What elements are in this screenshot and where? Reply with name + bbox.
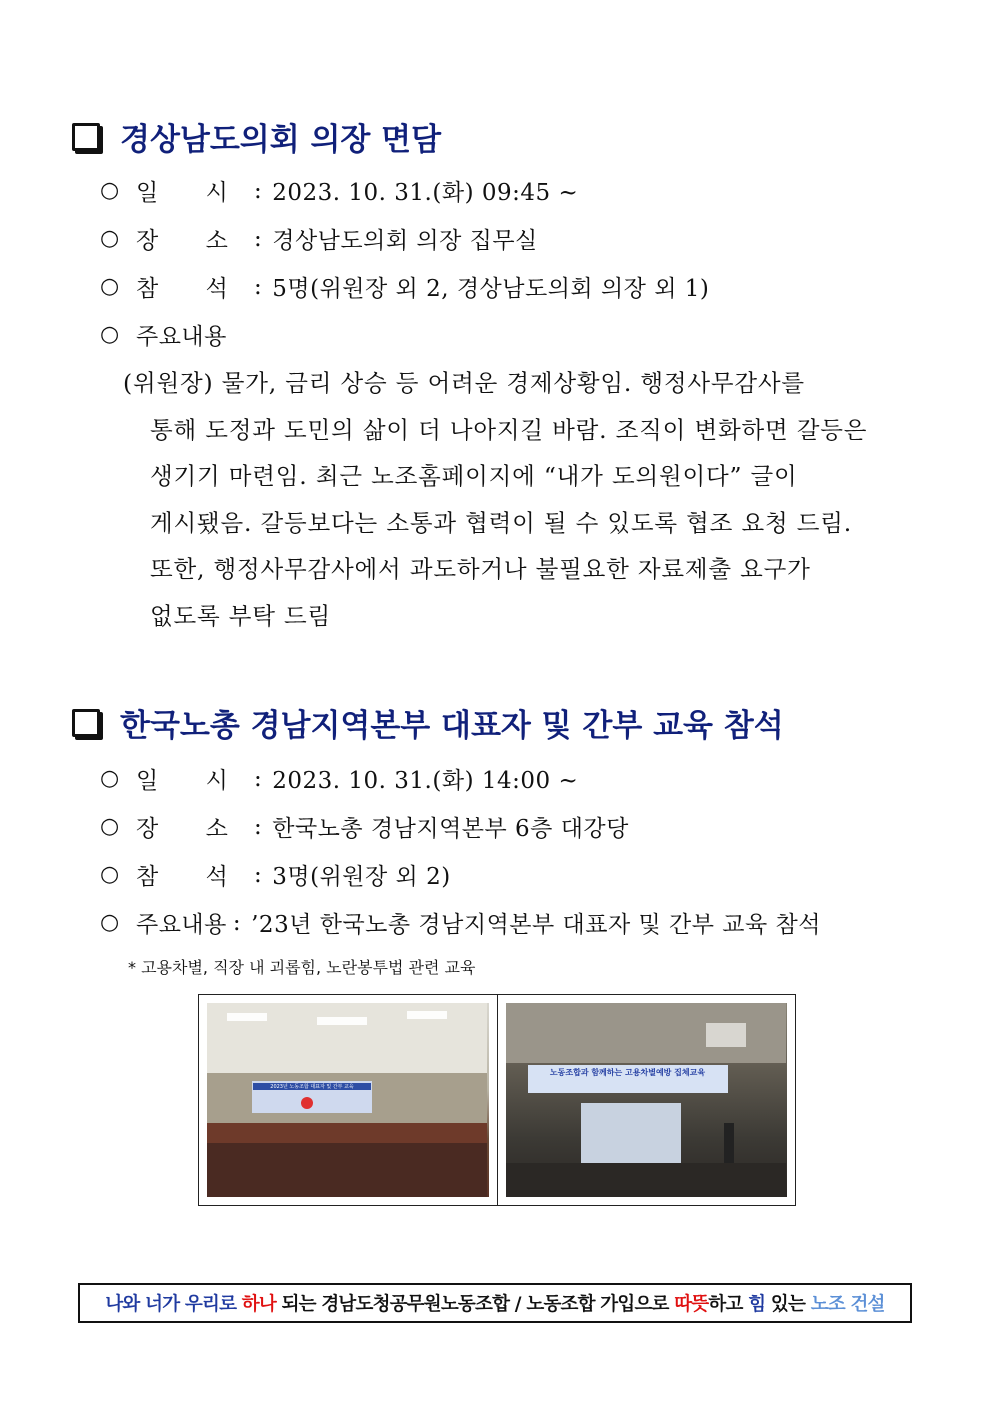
s2-item-place	[100, 810, 629, 843]
colon: :	[254, 273, 263, 300]
bullet-circle-icon: ○	[100, 766, 120, 791]
s2-note: * 고용차별, 직장 내 괴롭힘, 노란봉투법 관련 교육	[128, 958, 476, 977]
colon: :	[254, 177, 263, 204]
footer-slogan	[78, 1283, 912, 1323]
slogan-part: 따뜻	[674, 1294, 709, 1315]
para-line: 통해 도정과 도민의 삶이 더 나아지길 바람. 조직이 변화하면 갈등은	[150, 415, 868, 444]
section1-title-text: 경상남도의회 의장 면담	[120, 122, 442, 158]
s1-date-value: 2023. 10. 31.(화) 09:45 ~	[272, 180, 579, 206]
bullet-circle-icon: ○	[100, 814, 120, 839]
slogan-part: 하나	[241, 1294, 276, 1315]
s2-content-label: 주요내용	[136, 912, 227, 938]
photo1-banner-text: 2023년 노동조합 대표자 및 간부 교육	[270, 1084, 354, 1090]
s2-date-label: 일 시	[136, 768, 229, 794]
section2-title	[72, 700, 784, 745]
photo-cell-1	[199, 995, 498, 1205]
para-line: 게시됐음. 갈등보다는 소통과 협력이 될 수 있도록 협조 요청 드림.	[150, 508, 852, 537]
colon: :	[254, 765, 263, 792]
bullet-circle-icon: ○	[100, 910, 120, 935]
bullet-circle-icon: ○	[100, 862, 120, 887]
bullet-circle-icon: ○	[100, 178, 120, 203]
para-line: 또한, 행정사무감사에서 과도하거나 불필요한 자료제출 요구가	[150, 555, 811, 583]
s2-attend-label: 참 석	[136, 864, 229, 890]
slogan-part: 되는 경남도청공무원노동조합 / 노동조합 가입으로	[275, 1294, 675, 1315]
s1-attend-value: 5명(위원장 외 2, 경상남도의회 의장 외 1)	[272, 276, 710, 302]
colon: :	[254, 225, 263, 252]
para-line: 생기기 마련임. 최근 노조홈페이지에 “내가 도의원이다” 글이	[150, 462, 798, 490]
s1-date-label: 일 시	[136, 180, 229, 206]
s1-item-content	[100, 318, 227, 351]
s1-content-label: 주요내용	[136, 324, 227, 350]
s1-attend-label: 참 석	[136, 276, 229, 302]
s2-place-value: 한국노총 경남지역본부 6층 대강당	[272, 816, 629, 842]
colon: :	[254, 861, 263, 888]
slogan-part: 하고	[708, 1294, 749, 1315]
slogan-part: 힘	[748, 1294, 766, 1315]
colon: :	[254, 813, 263, 840]
s2-item-attend	[100, 858, 451, 891]
s2-attend-value: 3명(위원장 외 2)	[272, 864, 451, 890]
s2-item-date	[100, 762, 578, 795]
s1-paragraph	[123, 360, 923, 639]
para-line: (위원장) 물가, 금리 상승 등 어려운 경제상황임. 행정사무감사를	[123, 369, 805, 397]
photo-table	[198, 994, 796, 1206]
checkbox-square-icon	[72, 709, 100, 737]
bullet-circle-icon: ○	[100, 274, 120, 299]
checkbox-square-icon	[72, 123, 100, 151]
bullet-circle-icon: ○	[100, 226, 120, 251]
photo-cell-2	[498, 995, 796, 1205]
s2-item-content	[100, 906, 821, 939]
s2-content-value: ’23년 한국노총 경남지역본부 대표자 및 간부 교육 참석	[251, 912, 821, 938]
photo2-banner-text: 노동조합과 함께하는 고용차별예방 집체교육	[549, 1068, 706, 1077]
s1-item-date	[100, 174, 578, 207]
s1-place-value: 경상남도의회 의장 집무실	[272, 228, 538, 254]
s2-date-value: 2023. 10. 31.(화) 14:00 ~	[272, 768, 579, 794]
s1-item-place	[100, 222, 538, 255]
photo-auditorium-2	[506, 1003, 788, 1197]
slogan-part: 나와 너가 우리로	[105, 1294, 242, 1315]
s1-place-label: 장 소	[136, 228, 229, 254]
bullet-circle-icon: ○	[100, 322, 120, 347]
section2-title-text: 한국노총 경남지역본부 대표자 및 간부 교육 참석	[120, 708, 784, 744]
colon: :	[232, 909, 242, 936]
s2-place-label: 장 소	[136, 816, 229, 842]
photo-auditorium-1	[207, 1003, 489, 1197]
s1-item-attend	[100, 270, 709, 303]
slogan-part: 노조 건설	[810, 1294, 885, 1315]
section1-title	[72, 114, 441, 159]
para-line: 없도록 부탁 드림	[150, 601, 332, 630]
slogan-part: 있는	[765, 1294, 811, 1315]
